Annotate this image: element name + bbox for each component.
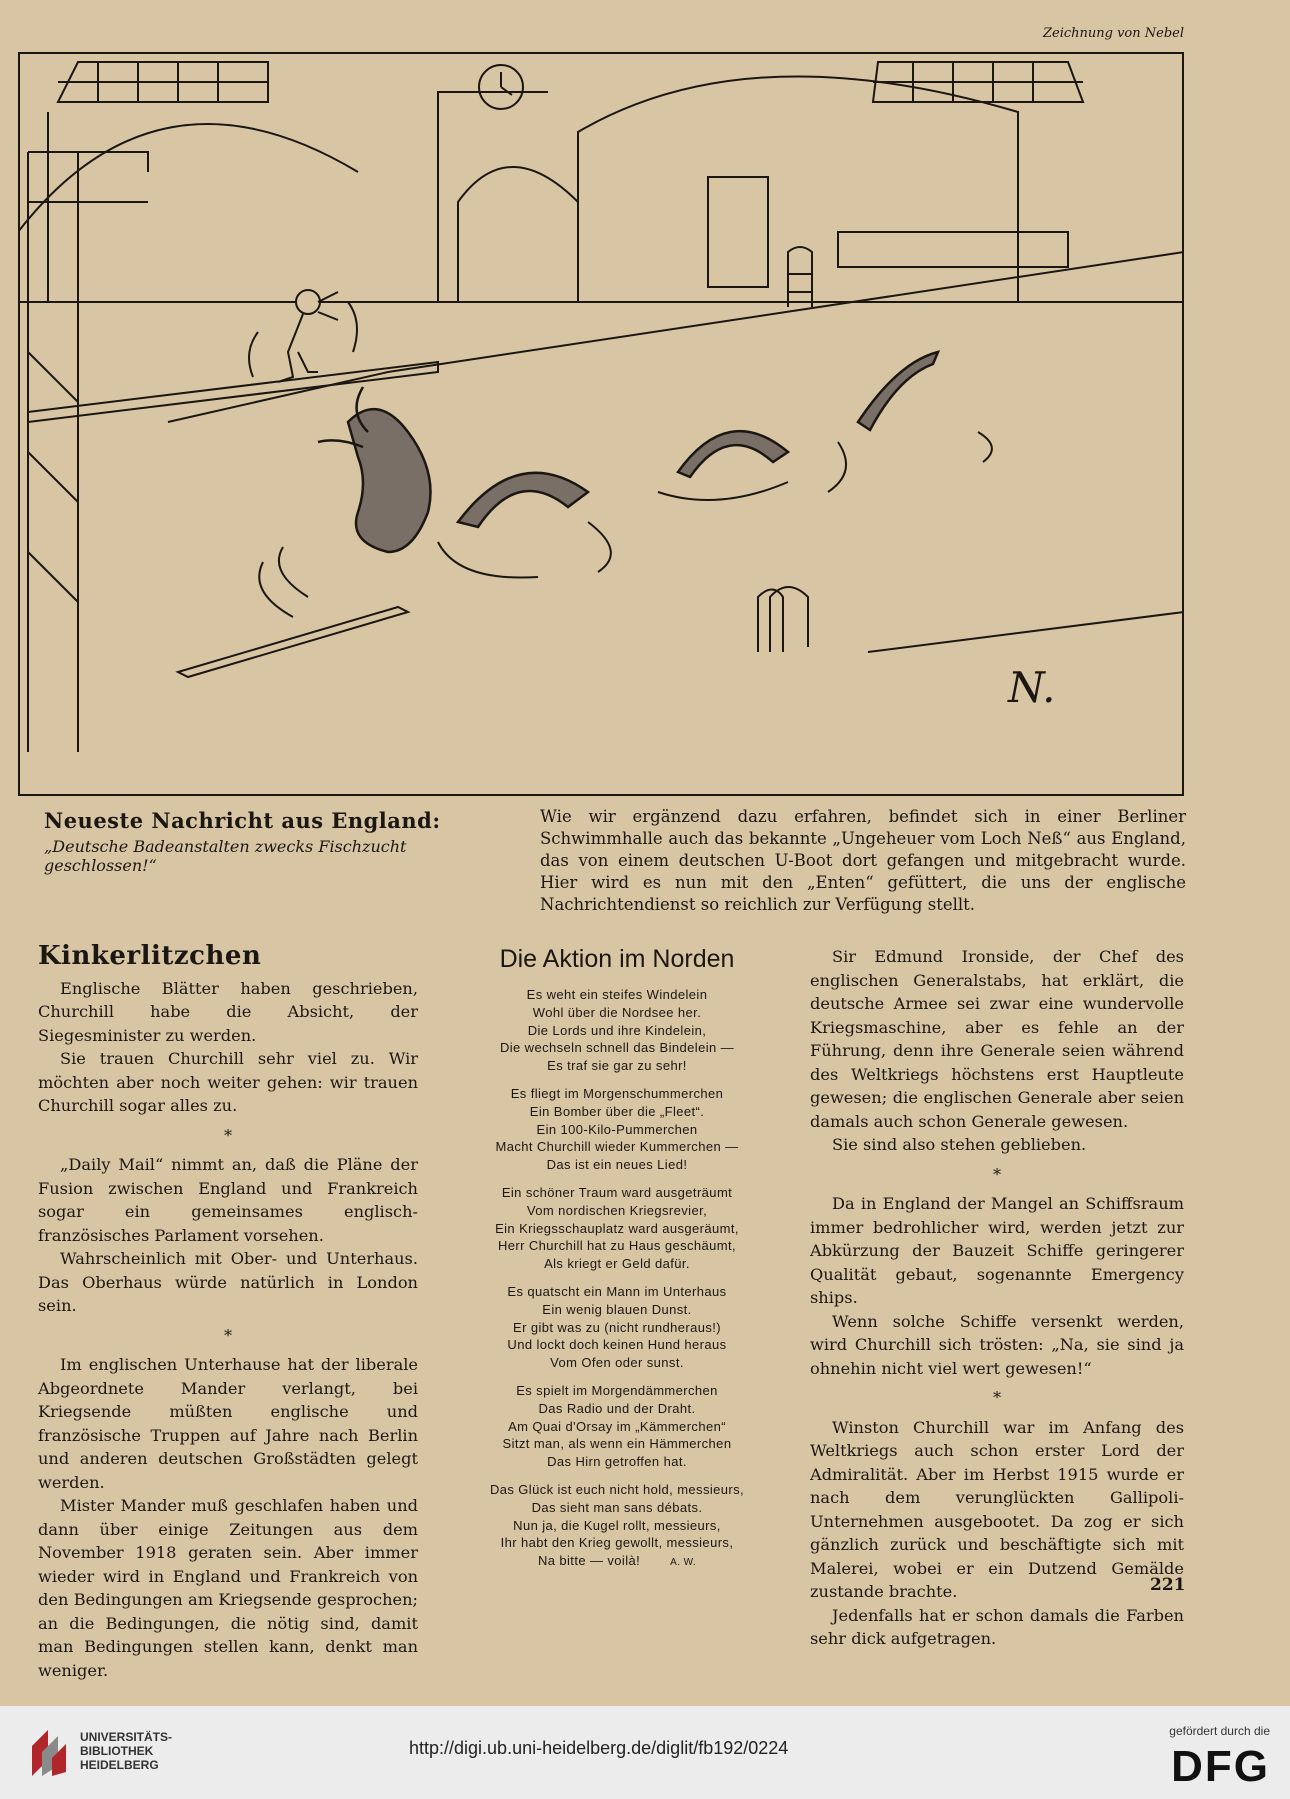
poem-stanza: [440, 1382, 794, 1471]
dfg-logo: DFG: [1171, 1742, 1270, 1791]
springboard: [178, 607, 408, 677]
poem-line: Macht Churchill wieder Kummerchen —: [495, 1139, 739, 1155]
column-right: [810, 945, 1184, 1651]
library-name-line: BIBLIOTHEK: [80, 1744, 154, 1758]
illustration-credit: Zeichnung von Nebel: [1042, 26, 1184, 41]
digitization-footer: [0, 1706, 1290, 1799]
paragraph: Wahrscheinlich mit Ober- und Unterhaus. Das Oberhaus würde natürlich in London sein.: [38, 1249, 418, 1315]
paragraph: Im englischen Unterhause hat der liberale Abgeordnete Mander verlangt, bei Kriegsende müßten englische und französische Truppen auf Jahre nach Berlin und anderen deutschen Großstädten gelegt werden.: [38, 1355, 418, 1492]
paragraph: Sie sind also stehen geblieben.: [832, 1135, 1087, 1154]
poem-aktion-im-norden: [440, 945, 794, 1582]
column-kinkerlitzchen: [38, 941, 418, 1682]
poem-line: Das Radio und der Draht.: [538, 1400, 696, 1416]
loch-ness-monster: [318, 352, 938, 552]
cartoon-illustration: [18, 52, 1184, 796]
poem-last-line: Na bitte — voilà!: [537, 1553, 641, 1569]
right-arch: [578, 76, 1018, 302]
poem-line: Es spielt im Morgendämmerchen: [516, 1382, 718, 1398]
library-name-line: UNIVERSITÄTS-: [80, 1730, 173, 1744]
poem-line: Ein wenig blauen Dunst.: [542, 1301, 692, 1317]
poem-line: [440, 1552, 794, 1572]
caption-subtitle: „Deutsche Badeanstalten zwecks Fischzucht geschlossen!“: [44, 837, 407, 875]
poem-line: Ihr habt den Krieg gewollt, messieurs,: [500, 1535, 734, 1551]
paragraph: Mister Mander muß geschlafen haben und dann über einige Zeitungen aus dem November 1918 geraten sein. Aber immer wieder wird in England und Frankreich von den Bedingungen am Kriegsende gesprochen; an die Bedingungen, die nötig sind, damit man Bedingungen stellen kann, denkt man weniger.: [38, 1496, 418, 1680]
poem-stanza: [440, 1481, 794, 1572]
poem-line: Am Quai d'Orsay im „Kämmerchen“: [508, 1418, 726, 1434]
poem-stanza: [440, 986, 794, 1075]
column-title: Kinkerlitzchen: [38, 941, 262, 971]
poem-line: Es weht ein steifes Windelein: [526, 987, 708, 1002]
poem-line: Herr Churchill hat zu Haus geschäumt,: [497, 1238, 737, 1254]
paragraph: „Daily Mail“ nimmt an, daß die Pläne der Fusion zwischen England und Frankreich sogar ein gemeinsames englisch-französisches Parlament vorsehen.: [38, 1155, 418, 1245]
funded-by-label: gefördert durch die: [1169, 1724, 1270, 1738]
pool-edge-near: [868, 612, 1184, 652]
hall-wall: [18, 112, 1184, 302]
bench: [838, 232, 1068, 267]
poem-line: Das sieht man sans débats.: [531, 1499, 703, 1515]
separator-star: *: [992, 1388, 1002, 1407]
skylight-right: [873, 62, 1083, 102]
paragraph: Winston Churchill war im Anfang des Weltkriegs auch schon erster Lord der Admiralität. Aber im Herbst 1915 wurde er nach dem verunglückten Gallipoli-Unternehmen ausgebootet. Da zog er sich gänzlich zurück und beschäftigte sich mit Malerei, wobei er ein Dutzend Gemälde zustande brachte.: [810, 1417, 1184, 1601]
man-with-ducks: [249, 290, 357, 382]
left-arch: [18, 124, 358, 232]
poem-signature: A. W.: [670, 1557, 697, 1569]
poem-stanza: [440, 1283, 794, 1372]
poem-line: Das Hirn getroffen hat.: [547, 1454, 687, 1470]
door: [708, 177, 768, 287]
poem-line: Sitzt man, als wenn ein Hämmerchen: [502, 1436, 732, 1452]
clock-wall: [438, 92, 548, 302]
poem-title: Die Aktion im Norden: [499, 945, 735, 973]
poem-line: Und lockt doch keinen Hund heraus: [507, 1337, 727, 1353]
poem-stanza: [440, 1085, 794, 1174]
separator-star: *: [992, 1164, 1002, 1184]
poem-line: Ein 100-Kilo-Pummerchen: [536, 1121, 698, 1137]
library-name: [80, 1730, 172, 1772]
poem-line: Das ist ein neues Lied!: [546, 1157, 688, 1173]
page-number: 221: [1150, 1575, 1186, 1595]
paragraph: Jedenfalls hat er schon damals die Farben sehr dick aufgetragen.: [810, 1605, 1184, 1648]
poem-line: Das Glück ist euch nicht hold, messieurs,: [489, 1481, 745, 1497]
paragraph: Sie trauen Churchill sehr viel zu. Wir möchten aber noch weiter gehen: wir trauen Churchill sogar alles zu.: [38, 1049, 418, 1115]
poem-line: Es traf sie gar zu sehr!: [547, 1058, 687, 1074]
paragraph: Da in England der Mangel an Schiffsraum immer bedrohlicher wird, werden jetzt zur Abkürzung der Bauzeit Schiffe geringerer Qualität gebaut, sogenannte Emergency ships.: [810, 1194, 1184, 1307]
poem-line: Die wechseln schnell das Bindelein —: [499, 1040, 735, 1056]
skylight-left: [58, 62, 268, 102]
arched-doorway: [458, 167, 578, 302]
caption-title: Neueste Nachricht aus England:: [44, 808, 441, 833]
poem-line: Vom Ofen oder sunst.: [550, 1355, 684, 1371]
separator-star: *: [223, 1325, 233, 1345]
paragraph: Englische Blätter haben geschrieben, Churchill habe die Absicht, der Siegesminister zu werden.: [38, 978, 418, 1045]
poem-line: Es quatscht ein Mann im Unterhaus: [507, 1283, 727, 1299]
poem-line: Ein Bomber über die „Fleet“.: [529, 1103, 705, 1119]
separator-star: *: [223, 1125, 233, 1145]
university-library-logo-icon: [28, 1726, 70, 1780]
poem-line: Ein schöner Traum ward ausgeträumt: [501, 1184, 733, 1200]
paragraph: Wenn solche Schiffe versenkt werden, wird Churchill sich trösten: „Na, sie sind ja ohnehin nicht viel wert gewesen!“: [810, 1311, 1184, 1378]
poem-stanza: [440, 1184, 794, 1273]
poem-line: Die Lords und ihre Kindelein,: [527, 1022, 707, 1038]
caption-headline-block: [44, 808, 524, 875]
poem-line: Vom nordischen Kriegsrevier,: [526, 1202, 708, 1218]
swimming-pool-cartoon: [18, 52, 1184, 796]
permalink-url[interactable]: http://digi.ub.uni-heidelberg.de/diglit/fb192/0224: [409, 1738, 789, 1758]
artist-signature: N.: [1008, 663, 1056, 712]
pool-edge-far: [168, 252, 1184, 422]
poem-line: Als kriegt er Geld dafür.: [544, 1256, 690, 1272]
poem-line: Er gibt was zu (nicht rundheraus!): [513, 1319, 721, 1335]
pool-ladder-near: [758, 587, 808, 652]
poem-line: Wohl über die Nordsee her.: [532, 1004, 702, 1020]
paragraph: Sir Edmund Ironside, der Chef des englischen Generalstabs, hat erklärt, die deutsche Armee sei zwar eine wundervolle Kriegsmaschine, aber es fehle an der Führung, denn ihre Generale seien während des Weltkriegs höchstens erst Hauptleute gewesen; die englischen Generale aber seien damals auch schon Generale gewesen.: [810, 947, 1184, 1131]
library-name-line: HEIDELBERG: [80, 1758, 159, 1772]
poem-line: Ein Kriegsschauplatz ward ausgeräumt,: [495, 1220, 739, 1236]
caption-body: Wie wir ergänzend dazu erfahren, befindet sich in einer Berliner Schwimmhalle auch das bekannte „Ungeheuer vom Loch Neß“ aus England, das von einem deutschen U-Boot dort gefangen und mitgebracht wurde. Hier wird es nun mit den „Enten“ gefüttert, die uns der englische Nachrichtendienst so reichlich zur Verfügung stellt.: [540, 807, 1186, 914]
pool-ladder-far: [788, 247, 812, 307]
poem-line: Es fliegt im Morgenschummerchen: [510, 1085, 724, 1101]
poem-line: Nun ja, die Kugel rollt, messieurs,: [513, 1517, 721, 1533]
